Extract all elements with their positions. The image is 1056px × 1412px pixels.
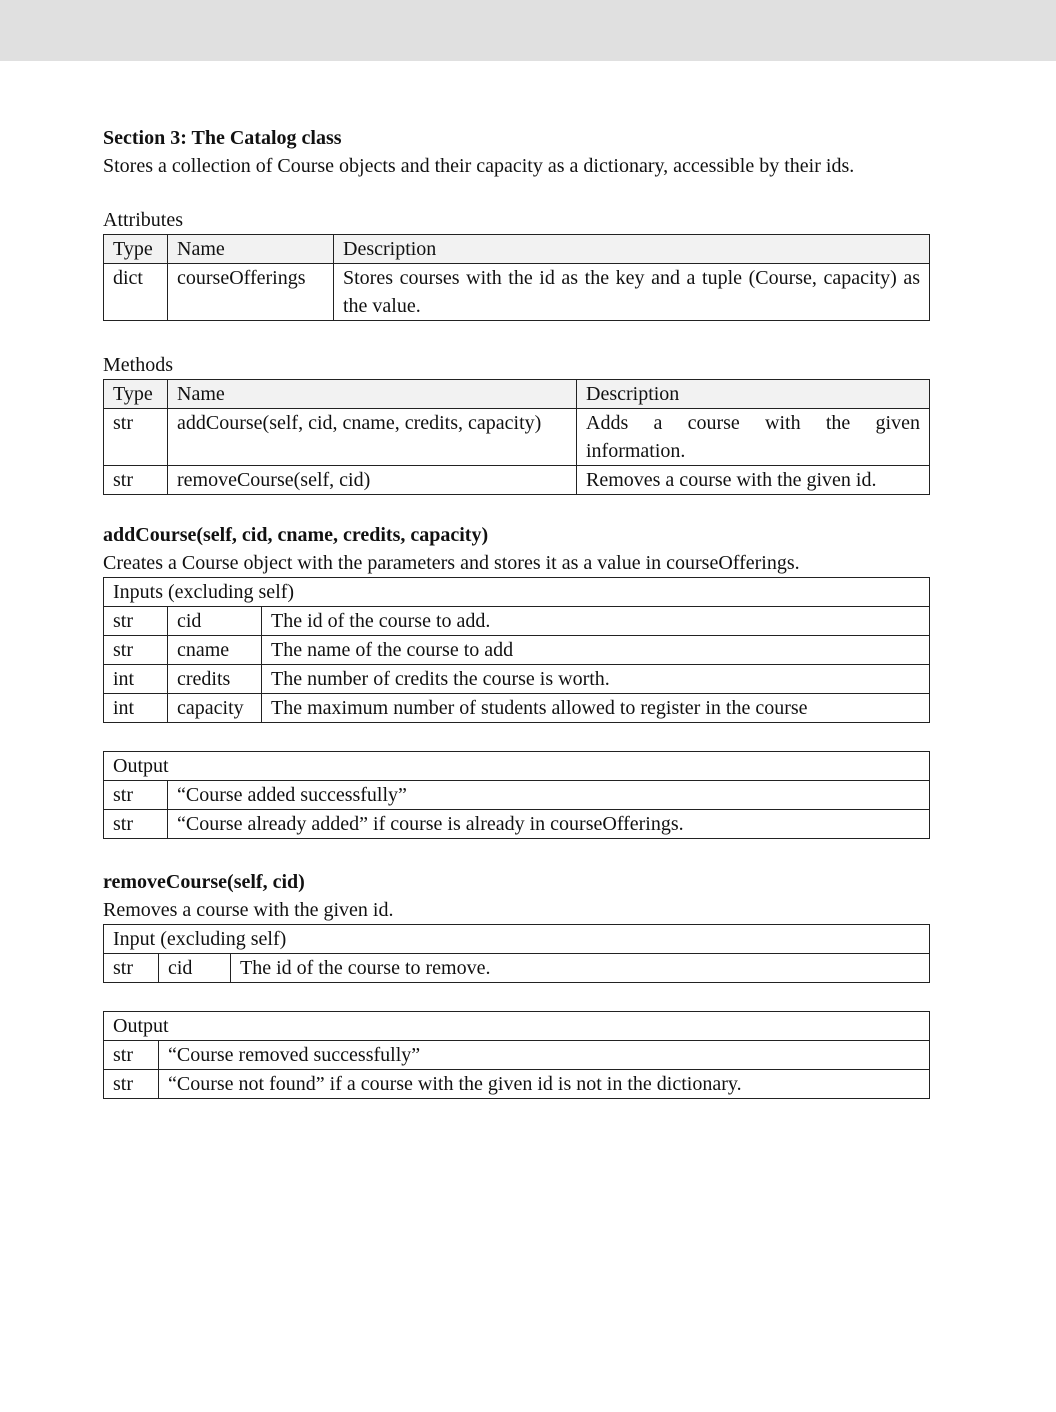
table-header-row [104, 1012, 930, 1041]
description-cell: “Course already added” if course is already in courseOfferings. [168, 810, 930, 839]
table-header-row [104, 752, 930, 781]
removecourse-description: Removes a course with the given id. [103, 899, 394, 921]
type-cell: str [104, 954, 159, 983]
type-cell: str [104, 636, 168, 665]
type-cell: str [104, 409, 168, 466]
description-cell: The id of the course to remove. [231, 954, 930, 983]
type-cell: dict [104, 264, 168, 321]
table-row [104, 810, 930, 839]
methods-table [103, 379, 930, 495]
table-row [104, 636, 930, 665]
table-row [104, 665, 930, 694]
attributes-table [103, 234, 930, 321]
inputs-header: Inputs (excluding self) [104, 578, 930, 607]
table-row [104, 1070, 930, 1099]
addcourse-title: addCourse(self, cid, cname, credits, capacity) [103, 524, 489, 546]
section-description: Stores a collection of Course objects and their capacity as a dictionary, accessible by their ids. [103, 155, 855, 177]
header-cell: Name [168, 235, 334, 264]
name-cell: capacity [168, 694, 262, 723]
description-cell: The number of credits the course is worth. [262, 665, 930, 694]
removecourse-inputs-table [103, 924, 930, 983]
type-cell: str [104, 607, 168, 636]
name-cell: addCourse(self, cid, cname, credits, capacity) [168, 409, 577, 466]
header-cell: Name [168, 380, 577, 409]
inputs-header: Input (excluding self) [104, 925, 930, 954]
type-cell: int [104, 694, 168, 723]
removecourse-output-table [103, 1011, 930, 1099]
description-cell: Adds a course with the given information. [577, 409, 930, 466]
removecourse-title: removeCourse(self, cid) [103, 871, 305, 893]
table-header-row [104, 380, 930, 409]
document-page [103, 124, 930, 1099]
methods-label: Methods [103, 354, 173, 376]
table-row [104, 781, 930, 810]
table-row [104, 409, 930, 466]
description-cell: “Course removed successfully” [159, 1041, 930, 1070]
table-header-row [104, 235, 930, 264]
table-row [104, 1041, 930, 1070]
table-row [104, 264, 930, 321]
addcourse-description: Creates a Course object with the parameters and stores it as a value in courseOfferings. [103, 552, 800, 574]
description-cell: “Course added successfully” [168, 781, 930, 810]
name-cell: courseOfferings [168, 264, 334, 321]
type-cell: str [104, 1070, 159, 1099]
name-cell: cname [168, 636, 262, 665]
header-cell: Description [577, 380, 930, 409]
name-cell: cid [168, 607, 262, 636]
header-cell: Type [104, 380, 168, 409]
output-header: Output [104, 1012, 930, 1041]
description-cell: “Course not found” if a course with the given id is not in the dictionary. [159, 1070, 930, 1099]
type-cell: str [104, 466, 168, 495]
header-cell: Description [334, 235, 930, 264]
description-cell: The name of the course to add [262, 636, 930, 665]
table-row [104, 954, 930, 983]
table-header-row [104, 578, 930, 607]
attributes-label: Attributes [103, 209, 183, 231]
type-cell: str [104, 810, 168, 839]
header-cell: Type [104, 235, 168, 264]
table-row [104, 466, 930, 495]
viewer-top-bar [0, 0, 1056, 61]
type-cell: str [104, 1041, 159, 1070]
name-cell: credits [168, 665, 262, 694]
addcourse-output-table [103, 751, 930, 839]
table-row [104, 607, 930, 636]
table-header-row [104, 925, 930, 954]
description-cell: The maximum number of students allowed to register in the course [262, 694, 930, 723]
table-row [104, 694, 930, 723]
name-cell: removeCourse(self, cid) [168, 466, 577, 495]
description-cell: The id of the course to add. [262, 607, 930, 636]
description-cell: Removes a course with the given id. [577, 466, 930, 495]
name-cell: cid [159, 954, 231, 983]
type-cell: str [104, 781, 168, 810]
type-cell: int [104, 665, 168, 694]
addcourse-inputs-table [103, 577, 930, 723]
section-title: Section 3: The Catalog class [103, 127, 342, 149]
description-cell: Stores courses with the id as the key and a tuple (Course, capacity) as the value. [334, 264, 930, 321]
output-header: Output [104, 752, 930, 781]
